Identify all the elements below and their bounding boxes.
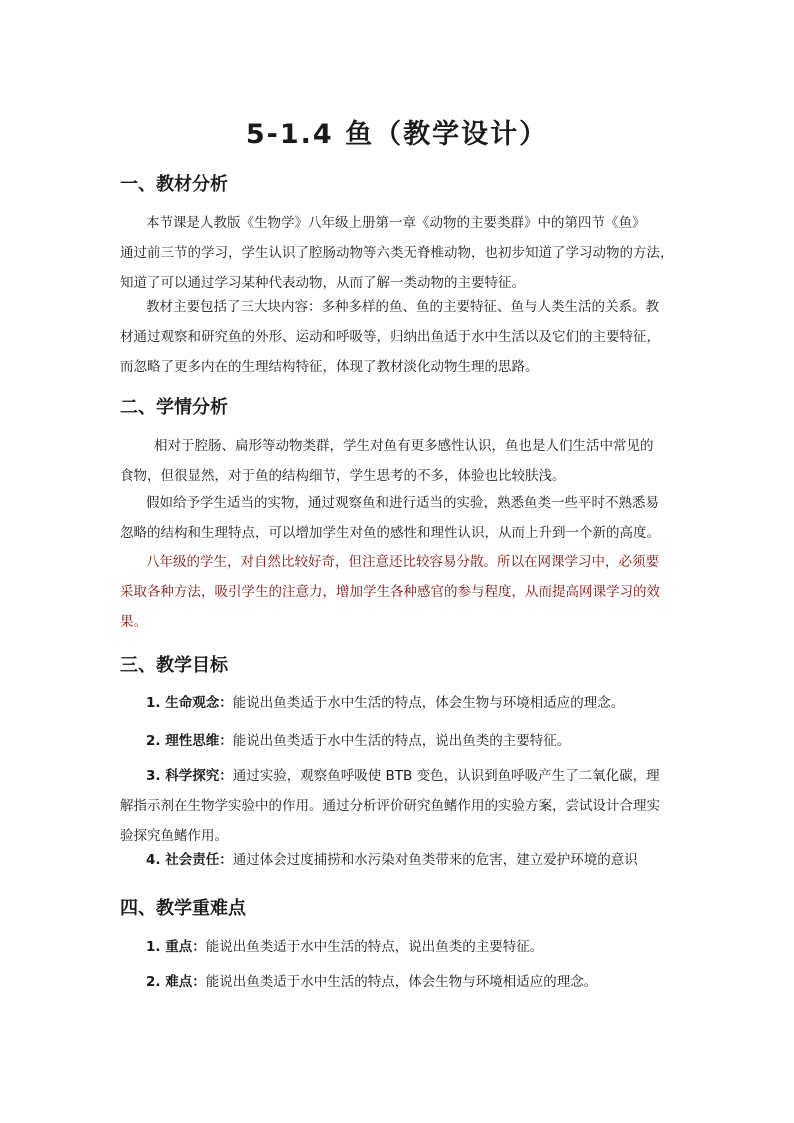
document-title: 5-1.4 鱼（教学设计） [245,119,549,150]
text-line: 知道了可以通过学习某种代表动物，从而了解一类动物的主要特征。 [120,275,525,291]
paragraph [120,292,675,382]
objective-item [120,726,675,756]
objective-text: 通过实验，观察鱼呼吸使 BTB 变色，认识到鱼呼吸产生了二氧化碳，理 [232,768,660,784]
objective-text: 能说出鱼类适于水中生活的特点，说出鱼类的主要特征。 [232,733,571,749]
objective-text: 通过体会过度捕捞和水污染对鱼类带来的危害，建立爱护环境的意识 [232,852,638,868]
objective-item [120,845,675,875]
text-line: 假如给予学生适当的实物，通过观察鱼和进行适当的实验，熟悉鱼类一些平时不熟悉易 [146,495,659,511]
difficult-point-item [120,967,675,997]
objective-text: 能说出鱼类适于水中生活的特点，体会生物与环境相适应的理念。 [232,695,625,711]
text-line: 相对于腔肠、扁形等动物类群，学生对鱼有更多感性认识，鱼也是人们生活中常见的 [154,438,654,454]
difficult-point-label: 2. 难点： [146,974,206,990]
text-line: 果。 [120,614,147,630]
section-heading-key-difficult-points: 四、教学重难点 [120,898,246,919]
key-point-text: 能说出鱼类适于水中生活的特点，说出鱼类的主要特征。 [205,939,544,955]
section-heading-textbook-analysis: 一、教材分析 [120,174,228,195]
objective-label: 3. 科学探究： [146,768,233,784]
paragraph [120,208,675,298]
text-line: 材通过观察和研究鱼的外形、运动和呼吸等，归纳出鱼适于水中生活以及它们的主要特征， [120,329,660,345]
text-line: 忽略的结构和生理特点，可以增加学生对鱼的感性和理性认识，从而上升到一个新的高度。 [120,525,660,541]
section-heading-teaching-objectives: 三、教学目标 [120,655,228,676]
objective-item [120,688,675,718]
paragraph [120,488,675,548]
difficult-point-text: 能说出鱼类适于水中生活的特点，体会生物与环境相适应的理念。 [205,974,598,990]
paragraph [120,431,675,491]
objective-label: 4. 社会责任： [146,852,233,868]
text-line: 解指示剂在生物学实验中的作用。通过分析评价研究鱼鳍作用的实验方案，尝试设计合理实 [120,798,660,814]
key-point-label: 1. 重点： [146,939,206,955]
section-heading-learner-analysis: 二、学情分析 [120,397,228,418]
text-line: 八年级的学生，对自然比较好奇，但注意还比较容易分散。所以在网课学习中，必须要 [146,554,659,570]
text-line: 验探究鱼鳍作用。 [120,828,228,844]
key-point-item [120,932,675,962]
text-line: 本节课是人教版《生物学》八年级上册第一章《动物的主要类群》中的第四节《鱼》 [146,215,646,231]
text-line: 教材主要包括了三大块内容：多种多样的鱼、鱼的主要特征、鱼与人类生活的关系。教 [146,299,659,315]
paragraph-highlighted [120,547,675,637]
text-line: 而忽略了更多内在的生理结构特征，体现了教材淡化动物生理的思路。 [120,359,539,375]
text-line: 采取各种方法，吸引学生的注意力，增加学生各种感官的参与程度，从而提高网课学习的效 [120,584,660,600]
objective-label: 2. 理性思维： [146,733,233,749]
text-line: 食物，但很显然，对于鱼的结构细节，学生思考的不多，体验也比较肤浅。 [120,468,566,484]
text-line: 通过前三节的学习，学生认识了腔肠动物等六类无脊椎动物，也初步知道了学习动物的方法， [120,245,674,261]
objective-label: 1. 生命观念： [146,695,233,711]
objective-item [120,761,675,851]
